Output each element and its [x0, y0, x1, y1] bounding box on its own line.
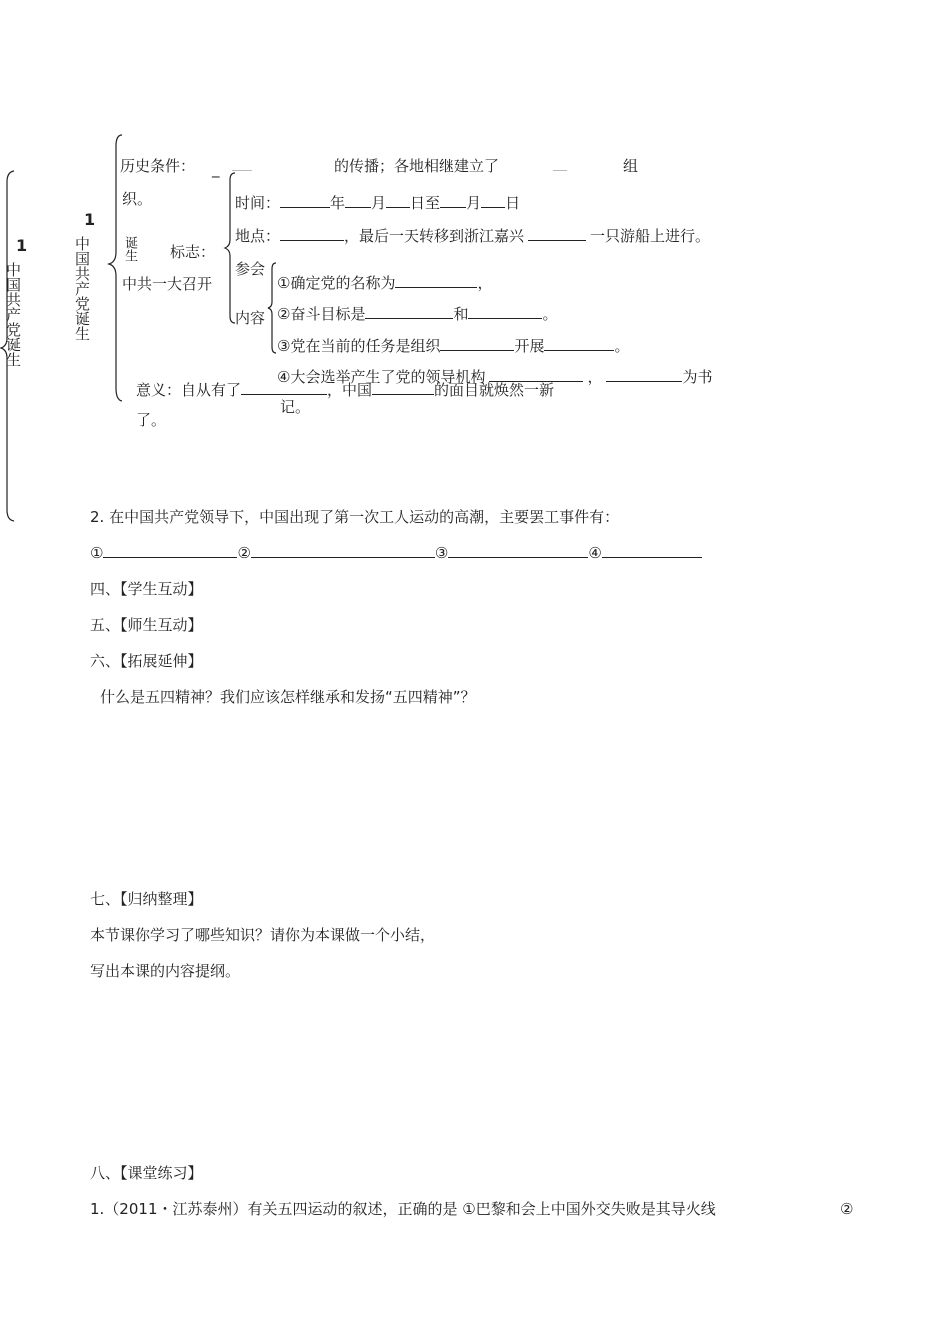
meaning-blank-b[interactable] [372, 380, 434, 395]
inner-number: 1 [84, 210, 96, 229]
month-label: 月 [371, 194, 387, 212]
section-6-question: 什么是五四精神？我们应该怎样继承和发扬“五四精神”？ [100, 688, 476, 706]
cond-blank-1 [232, 170, 252, 171]
section-8-question-1: 1.（2011・江苏泰州）有关五四运动的叙述，正确的是 ①巴黎和会上中国外交失败是其导火线 [90, 1200, 716, 1218]
cond-dash: _ [212, 160, 220, 178]
section-8-question-1-tail: ② [840, 1200, 854, 1218]
q2-mark-3: ③ [434, 544, 449, 562]
item-2 [277, 304, 557, 323]
item-1-tail: ， [477, 274, 493, 292]
place-label: 地点： [235, 227, 281, 245]
item-3-blank-a[interactable] [440, 336, 514, 351]
outer-number: 1 [16, 236, 28, 255]
sign-event: 中共一大召开 [122, 275, 213, 293]
meaning-tail: 的面目就焕然一新 [434, 381, 555, 399]
day-to-label: 日至 [410, 194, 441, 212]
year-blank[interactable] [280, 193, 330, 208]
place-row [235, 226, 710, 245]
day2-blank[interactable] [481, 193, 505, 208]
attend-label: 参会 [235, 260, 266, 278]
meaning-blank-a[interactable] [241, 380, 327, 395]
section-5-heading: 五、【师生互动】 [90, 616, 203, 634]
item-3-text: ③党在当前的任务是组织 [277, 337, 441, 355]
item-2-tail: 。 [542, 305, 558, 323]
item-1-text: ①确定党的名称为 [277, 274, 396, 292]
item-3 [277, 336, 629, 355]
q2-blank-2[interactable] [251, 543, 435, 558]
item-3-mid: 开展 [514, 337, 545, 355]
cond-text: 的传播；各地相继建立了 [334, 157, 500, 175]
item-4-tail: 为书 [682, 368, 713, 386]
item-2-blank-b[interactable] [468, 304, 542, 319]
cond-blank-2 [553, 170, 567, 171]
item-2-mid: 和 [453, 305, 469, 323]
item-1 [277, 273, 492, 292]
time-label: 时间： [235, 194, 281, 212]
cond-tail: 组 [623, 157, 639, 175]
section-8-heading: 八、【课堂练习】 [90, 1164, 203, 1182]
meaning-wrap: 了。 [136, 411, 167, 429]
year-label: 年 [330, 194, 346, 212]
item-1-blank[interactable] [395, 273, 477, 288]
sign-birth-label: 诞生 [122, 236, 137, 262]
day2-label: 日 [505, 194, 521, 212]
q2-mark-2: ② [237, 544, 251, 562]
sign-label: 标志： [170, 243, 216, 261]
meaning-row [136, 380, 554, 399]
q2-blank-1[interactable] [103, 543, 237, 558]
q2-blank-3[interactable] [448, 543, 588, 558]
item-3-tail: 。 [614, 337, 630, 355]
section-7-line-1: 本节课你学习了哪些知识？请你为本课做一个小结， [90, 926, 436, 944]
boat-blank[interactable] [528, 226, 586, 241]
time-row [235, 193, 520, 212]
section-7-line-2: 写出本课的内容提纲。 [90, 962, 241, 980]
meaning-mid: ，中国 [327, 381, 373, 399]
q2-mark-4: ④ [588, 544, 602, 562]
place-blank[interactable] [280, 226, 344, 241]
content-label: 内容 [235, 309, 266, 327]
item-4-wrap: 记。 [280, 398, 311, 416]
cond-wrap: 织。 [122, 190, 153, 208]
item-4-mid: ， [587, 368, 603, 386]
item-2-text: ②奋斗目标是 [277, 305, 366, 323]
q2-text: 2. 在中国共产党领导下，中国出现了第一次工人运动的高潮，主要罢工事件有： [90, 508, 620, 526]
month2-blank[interactable] [440, 193, 466, 208]
q2-blanks [90, 543, 702, 562]
section-4-heading: 四、【学生互动】 [90, 580, 203, 598]
item-4-text: ④大会选举产生了党的领导机构 [277, 368, 486, 386]
day-blank[interactable] [386, 193, 410, 208]
item-4-blank-b[interactable] [606, 367, 682, 382]
item-2-blank-a[interactable] [365, 304, 453, 319]
section-7-heading: 七、【归纳整理】 [90, 890, 203, 908]
cond-label: 历史条件： [120, 157, 196, 175]
item-3-blank-b[interactable] [544, 336, 614, 351]
outer-title: 中国共产党诞生 [4, 262, 22, 367]
place-text: ，最后一天转移到浙江嘉兴 [344, 227, 525, 245]
place-tail: 一只游船上进行。 [590, 227, 711, 245]
meaning-label: 意义：自从有了 [136, 381, 242, 399]
month-blank[interactable] [345, 193, 371, 208]
inner-title: 中国共产党诞生 [73, 236, 91, 341]
section-6-heading: 六、【拓展延伸】 [90, 652, 203, 670]
month2-label: 月 [466, 194, 482, 212]
q2-mark-1: ① [90, 544, 104, 562]
q2-blank-4[interactable] [602, 543, 702, 558]
